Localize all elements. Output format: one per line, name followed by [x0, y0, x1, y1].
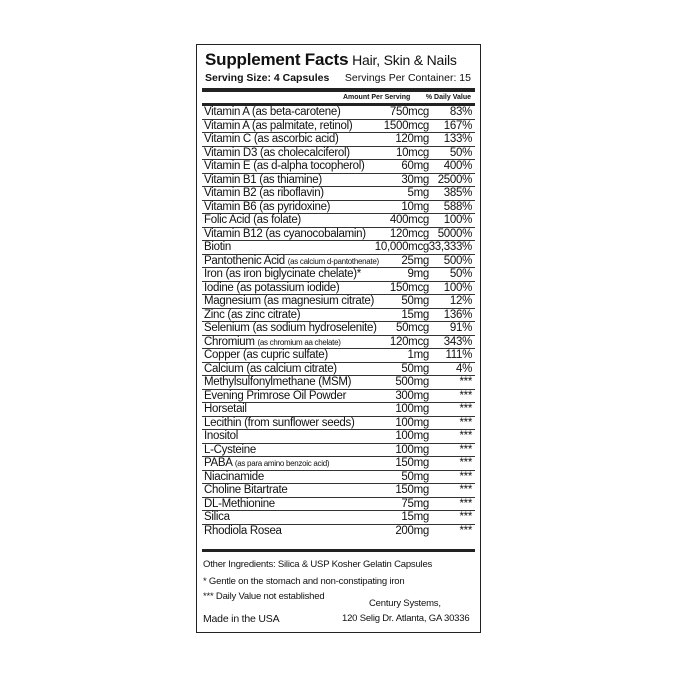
nutrient-daily-value: 100% — [443, 281, 472, 294]
nutrient-amount: 50mg — [401, 470, 429, 483]
nutrient-name-text: Rhodiola Rosea — [204, 524, 282, 537]
nutrient-daily-value: 133% — [443, 133, 472, 145]
thick-divider — [202, 88, 475, 92]
nutrient-amount: 15mg — [401, 511, 429, 523]
nutrient-amount: 500mg — [395, 376, 429, 388]
nutrient-daily-value: *** — [459, 430, 472, 442]
nutrient-name — [204, 160, 365, 173]
table-row — [202, 214, 475, 228]
nutrient-amount: 400mcg — [389, 214, 429, 226]
nutrient-name-text: Choline Bitartrate — [204, 484, 288, 496]
nutrient-name-text: Methylsulfonylmethane (MSM) — [204, 376, 352, 388]
nutrient-name — [204, 309, 300, 322]
nutrient-amount: 50mcg — [395, 322, 429, 334]
nutrient-name — [204, 228, 366, 241]
nutrient-name-text: Niacinamide — [204, 470, 264, 483]
nutrient-amount: 30mg — [401, 173, 429, 186]
table-row — [202, 133, 475, 147]
table-row — [202, 120, 475, 134]
nutrient-name-text: Vitamin A (as beta-carotene) — [204, 106, 341, 118]
nutrient-name — [204, 471, 264, 484]
nutrient-name — [204, 484, 287, 497]
table-row — [202, 309, 475, 323]
nutrient-source-note: (as para amino benzoic acid) — [234, 459, 330, 468]
nutrient-name — [204, 120, 352, 133]
table-row — [202, 349, 475, 363]
nutrient-name-text: Inositol — [204, 430, 239, 442]
nutrient-daily-value: *** — [459, 443, 472, 456]
nutrient-amount: 10mcg — [395, 146, 429, 159]
nutrient-amount: 1mg — [407, 349, 429, 361]
nutrient-name-text: Vitamin B1 (as thiamine) — [204, 173, 322, 186]
nutrient-daily-value: 91% — [449, 322, 472, 334]
nutrient-name-text: Biotin — [204, 241, 231, 253]
nutrient-amount: 100mg — [395, 430, 429, 442]
nutrient-amount: 150mcg — [389, 281, 429, 294]
nutrient-name-text: Copper (as cupric sulfate) — [204, 349, 328, 361]
nutrient-amount: 50mg — [401, 295, 429, 307]
table-row — [202, 106, 475, 120]
nutrient-daily-value: 83% — [449, 106, 472, 118]
table-row — [202, 457, 475, 471]
nutrient-amount: 25mg — [401, 254, 429, 267]
nutrient-name — [204, 417, 355, 430]
nutrient-daily-value: *** — [459, 403, 472, 415]
nutrient-amount: 15mg — [401, 308, 429, 321]
table-row — [202, 376, 475, 390]
nutrient-daily-value: 100% — [443, 214, 472, 226]
nutrient-amount: 1500mcg — [383, 119, 429, 132]
nutrient-name — [204, 268, 361, 281]
nutrient-daily-value: 500% — [443, 254, 472, 267]
servings-per-container: Servings Per Container: 15 — [344, 72, 471, 84]
nutrient-name — [204, 444, 256, 457]
nutrient-name — [204, 363, 337, 376]
nutrient-name-text: PABA — [204, 457, 232, 469]
table-row — [202, 282, 475, 296]
nutrient-daily-value: *** — [459, 497, 472, 510]
nutrient-daily-value: *** — [459, 484, 472, 496]
table-row — [202, 201, 475, 215]
nutrient-name — [204, 187, 324, 200]
table-row — [202, 295, 475, 309]
nutrient-name-text: Magnesium (as magnesium citrate) — [204, 295, 374, 307]
table-row — [202, 336, 475, 350]
header-amount-per-serving: Amount Per Serving — [343, 94, 411, 101]
title-row — [205, 50, 475, 72]
nutrient-name — [204, 349, 328, 362]
nutrient-name — [204, 403, 247, 416]
nutrient-amount: 10,000mcg — [374, 241, 429, 253]
nutrient-table — [202, 106, 475, 538]
nutrient-name-text: Horsetail — [204, 403, 247, 415]
panel-subtitle: - Hair, Skin & Nails — [344, 52, 457, 68]
nutrient-name — [204, 201, 330, 214]
nutrient-amount: 60mg — [401, 160, 429, 172]
nutrient-daily-value: *** — [459, 416, 472, 429]
nutrient-name-text: Lecithin (from sunflower seeds) — [204, 416, 355, 429]
nutrient-amount: 5mg — [407, 187, 429, 199]
nutrient-amount: 120mcg — [389, 335, 429, 348]
company-name: Century Systems, — [369, 598, 441, 609]
nutrient-name — [204, 255, 379, 268]
nutrient-amount: 75mg — [401, 497, 429, 510]
nutrient-daily-value: 12% — [449, 295, 472, 307]
nutrient-name-text: DL-Methionine — [204, 497, 275, 510]
nutrient-daily-value: 136% — [443, 308, 472, 321]
nutrient-name-text: Zinc (as zinc citrate) — [204, 308, 301, 321]
nutrient-name-text: Selenium (as sodium hydroselenite) — [204, 322, 377, 334]
table-row — [202, 160, 475, 174]
table-row — [202, 471, 475, 485]
nutrient-name-text: Vitamin B2 (as riboflavin) — [204, 187, 324, 199]
nutrient-daily-value: 50% — [449, 146, 472, 159]
table-row — [202, 403, 475, 417]
nutrient-daily-value: 111% — [445, 349, 472, 361]
nutrient-daily-value: 2500% — [437, 173, 472, 186]
nutrient-name — [204, 525, 282, 538]
supplement-facts-panel — [196, 44, 481, 633]
table-row — [202, 174, 475, 188]
table-row — [202, 241, 475, 255]
nutrient-amount: 120mg — [395, 133, 429, 145]
nutrient-amount: 100mg — [395, 443, 429, 456]
serving-size: Serving Size: 4 Capsules — [205, 72, 330, 84]
nutrient-name-text: Iron (as iron biglycinate chelate)* — [204, 268, 361, 280]
table-row — [202, 322, 475, 336]
nutrient-amount: 10mg — [401, 200, 429, 213]
nutrient-daily-value: *** — [459, 470, 472, 483]
nutrient-daily-value: 5000% — [437, 227, 472, 240]
nutrient-name-text: Vitamin A (as palmitate, retinol) — [204, 119, 353, 132]
nutrient-daily-value: 588% — [443, 200, 472, 213]
nutrient-source-note: (as calcium d-pantothenate) — [287, 256, 379, 266]
table-row — [202, 268, 475, 282]
nutrient-daily-value: 4% — [455, 362, 472, 375]
nutrient-daily-value: *** — [459, 389, 472, 402]
nutrient-name-text: L-Cysteine — [204, 443, 256, 456]
nutrient-name — [204, 390, 346, 403]
table-row — [202, 417, 475, 431]
nutrient-amount: 9mg — [407, 268, 429, 280]
nutrient-amount: 750mcg — [389, 106, 429, 118]
nutrient-name — [204, 241, 231, 254]
table-row — [202, 187, 475, 201]
nutrient-name-text: Vitamin C (as ascorbic acid) — [204, 133, 339, 145]
made-in: Made in the USA — [203, 613, 280, 625]
other-ingredients: Other Ingredients: Silica & USP Kosher Gelatin Capsules — [203, 559, 433, 570]
table-row — [202, 444, 475, 458]
header-daily-value: % Daily Value — [425, 94, 471, 101]
nutrient-amount: 100mg — [395, 416, 429, 429]
nutrient-amount: 300mg — [395, 389, 429, 402]
nutrient-daily-value: *** — [459, 524, 472, 537]
nutrient-name-text: Vitamin E (as d-alpha tocopherol) — [204, 160, 365, 172]
nutrient-name-text: Vitamin D3 (as cholecalciferol) — [204, 146, 350, 159]
nutrient-name-text: Silica — [204, 511, 230, 523]
company-address: 120 Selig Dr. Atlanta, GA 30336 — [342, 613, 470, 624]
nutrient-source-note: (as chromium aa chelate) — [257, 337, 341, 347]
nutrient-daily-value: *** — [459, 376, 472, 388]
nutrient-name — [204, 430, 238, 443]
nutrient-name-text: Chromium — [204, 335, 255, 348]
nutrient-daily-value: *** — [459, 457, 472, 469]
nutrient-name-text: Folic Acid (as folate) — [204, 214, 301, 226]
table-row — [202, 363, 475, 377]
nutrient-daily-value: 33,333% — [428, 241, 472, 253]
nutrient-amount: 150mg — [395, 484, 429, 496]
nutrient-daily-value: 167% — [443, 119, 472, 132]
nutrient-daily-value: 50% — [449, 268, 472, 280]
nutrient-daily-value: 400% — [443, 160, 472, 172]
table-row — [202, 147, 475, 161]
nutrient-name-text: Iodine (as potassium iodide) — [204, 281, 340, 294]
nutrient-name — [204, 214, 301, 227]
nutrient-name-text: Vitamin B6 (as pyridoxine) — [204, 200, 331, 213]
table-row — [202, 430, 475, 444]
table-row — [202, 511, 475, 525]
nutrient-name — [204, 498, 275, 511]
nutrient-name-text: Pantothenic Acid — [204, 254, 285, 267]
nutrient-name — [204, 336, 341, 349]
iron-footnote: * Gentle on the stomach and non-constipating iron — [203, 576, 405, 587]
nutrient-name — [204, 376, 351, 389]
table-row — [202, 390, 475, 404]
nutrient-amount: 120mcg — [389, 227, 429, 240]
nutrient-amount: 100mg — [395, 403, 429, 415]
nutrient-amount: 50mg — [401, 362, 429, 375]
table-row — [202, 484, 475, 498]
nutrient-name-text: Vitamin B12 (as cyanocobalamin) — [204, 227, 366, 240]
table-row — [202, 255, 475, 269]
table-row — [202, 525, 475, 539]
daily-value-footnote: *** Daily Value not established — [203, 591, 325, 602]
panel-title: Supplement Facts — [205, 50, 349, 69]
nutrient-name — [204, 457, 329, 470]
nutrient-daily-value: 343% — [443, 335, 472, 348]
nutrient-amount: 150mg — [395, 457, 429, 469]
table-row — [202, 498, 475, 512]
nutrient-name — [204, 282, 339, 295]
nutrient-name — [204, 174, 322, 187]
nutrient-name-text: Calcium (as calcium citrate) — [204, 362, 337, 375]
nutrient-name — [204, 106, 341, 119]
nutrient-name — [204, 322, 377, 335]
nutrient-amount: 200mg — [395, 524, 429, 537]
table-bottom-divider — [202, 549, 475, 552]
nutrient-daily-value: *** — [459, 511, 472, 523]
nutrient-name — [204, 511, 230, 524]
table-row — [202, 228, 475, 242]
nutrient-name — [204, 295, 374, 308]
nutrient-daily-value: 385% — [443, 187, 472, 199]
nutrient-name — [204, 133, 339, 146]
nutrient-name — [204, 147, 350, 160]
nutrient-name-text: Evening Primrose Oil Powder — [204, 389, 347, 402]
